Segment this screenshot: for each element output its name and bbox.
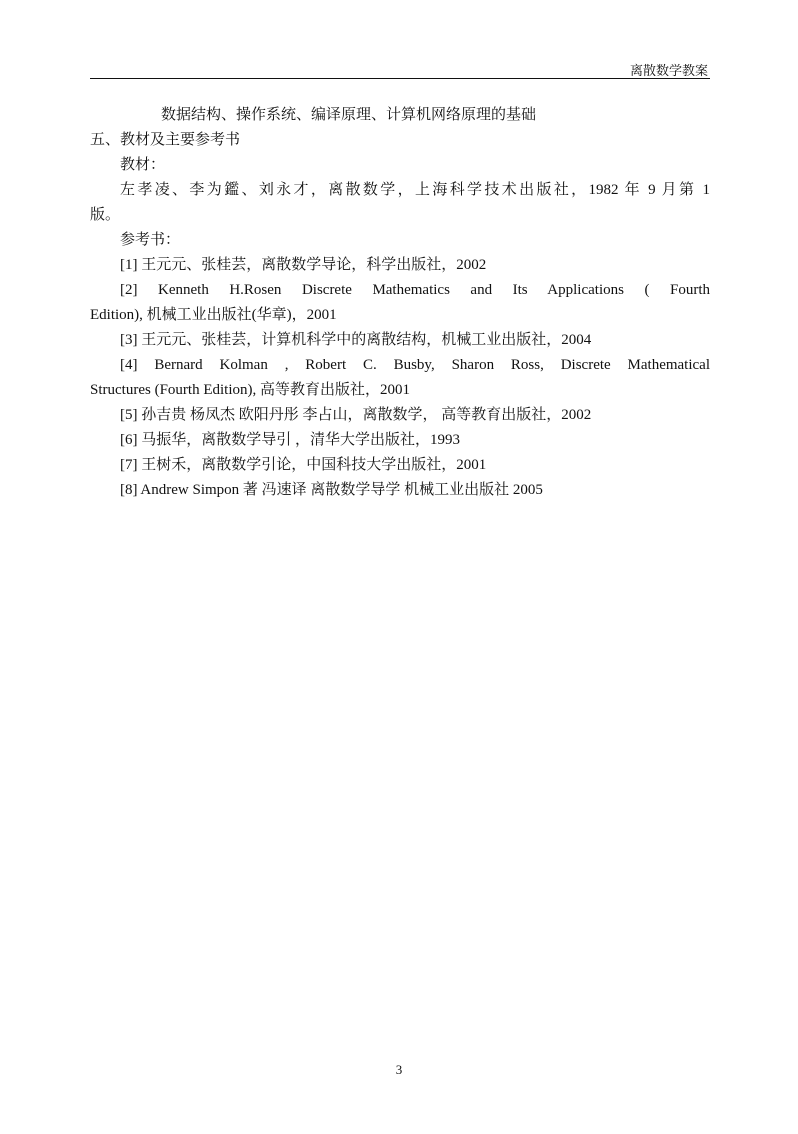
header-title: 离散数学教案 [629,63,708,78]
reference-2-line2: Edition), 机械工业出版社(华章)，2001 [90,307,337,323]
reference-2-line1: [2] Kenneth H.Rosen Discrete Mathematics and Its Applications ( Fourth [120,282,710,298]
continuation-line: 数据结构、操作系统、编译原理、计算机网络原理的基础 [161,107,537,123]
reference-1: [1] 王元元、张桂芸，离散数学导论，科学出版社，2002 [120,257,487,273]
section-heading: 五、教材及主要参考书 [90,132,241,148]
textbook-citation-line2: 版。 [90,207,121,223]
reference-4-line1: [4] Bernard Kolman , Robert C. Busby, Sharon Ross, Discrete Mathematical [120,357,710,373]
header-divider [90,78,710,79]
reference-7: [7] 王树禾，离散数学引论，中国科技大学出版社，2001 [120,457,487,473]
reference-3: [3] 王元元、张桂芸，计算机科学中的离散结构，机械工业出版社，2004 [120,332,592,348]
references-label: 参考书： [120,232,181,248]
reference-5: [5] 孙吉贵 杨凤杰 欧阳丹彤 李占山，离散数学， 高等教育出版社，2002 [120,407,592,423]
reference-8: [8] Andrew Simpon 著 冯速译 离散数学导学 机械工业出版社 2005 [120,482,543,498]
textbook-label: 教材： [120,157,166,173]
textbook-citation-line1: 左孝凌、李为鑑、刘永才，离散数学，上海科学技术出版社，1982 年 9 月第 1 [120,182,710,198]
reference-4-line2: Structures (Fourth Edition), 高等教育出版社，2001 [90,382,410,398]
reference-6: [6] 马振华，离散数学导引 ，清华大学出版社，1993 [120,432,460,448]
document-body [90,103,710,503]
page-number: 3 [395,1062,403,1077]
